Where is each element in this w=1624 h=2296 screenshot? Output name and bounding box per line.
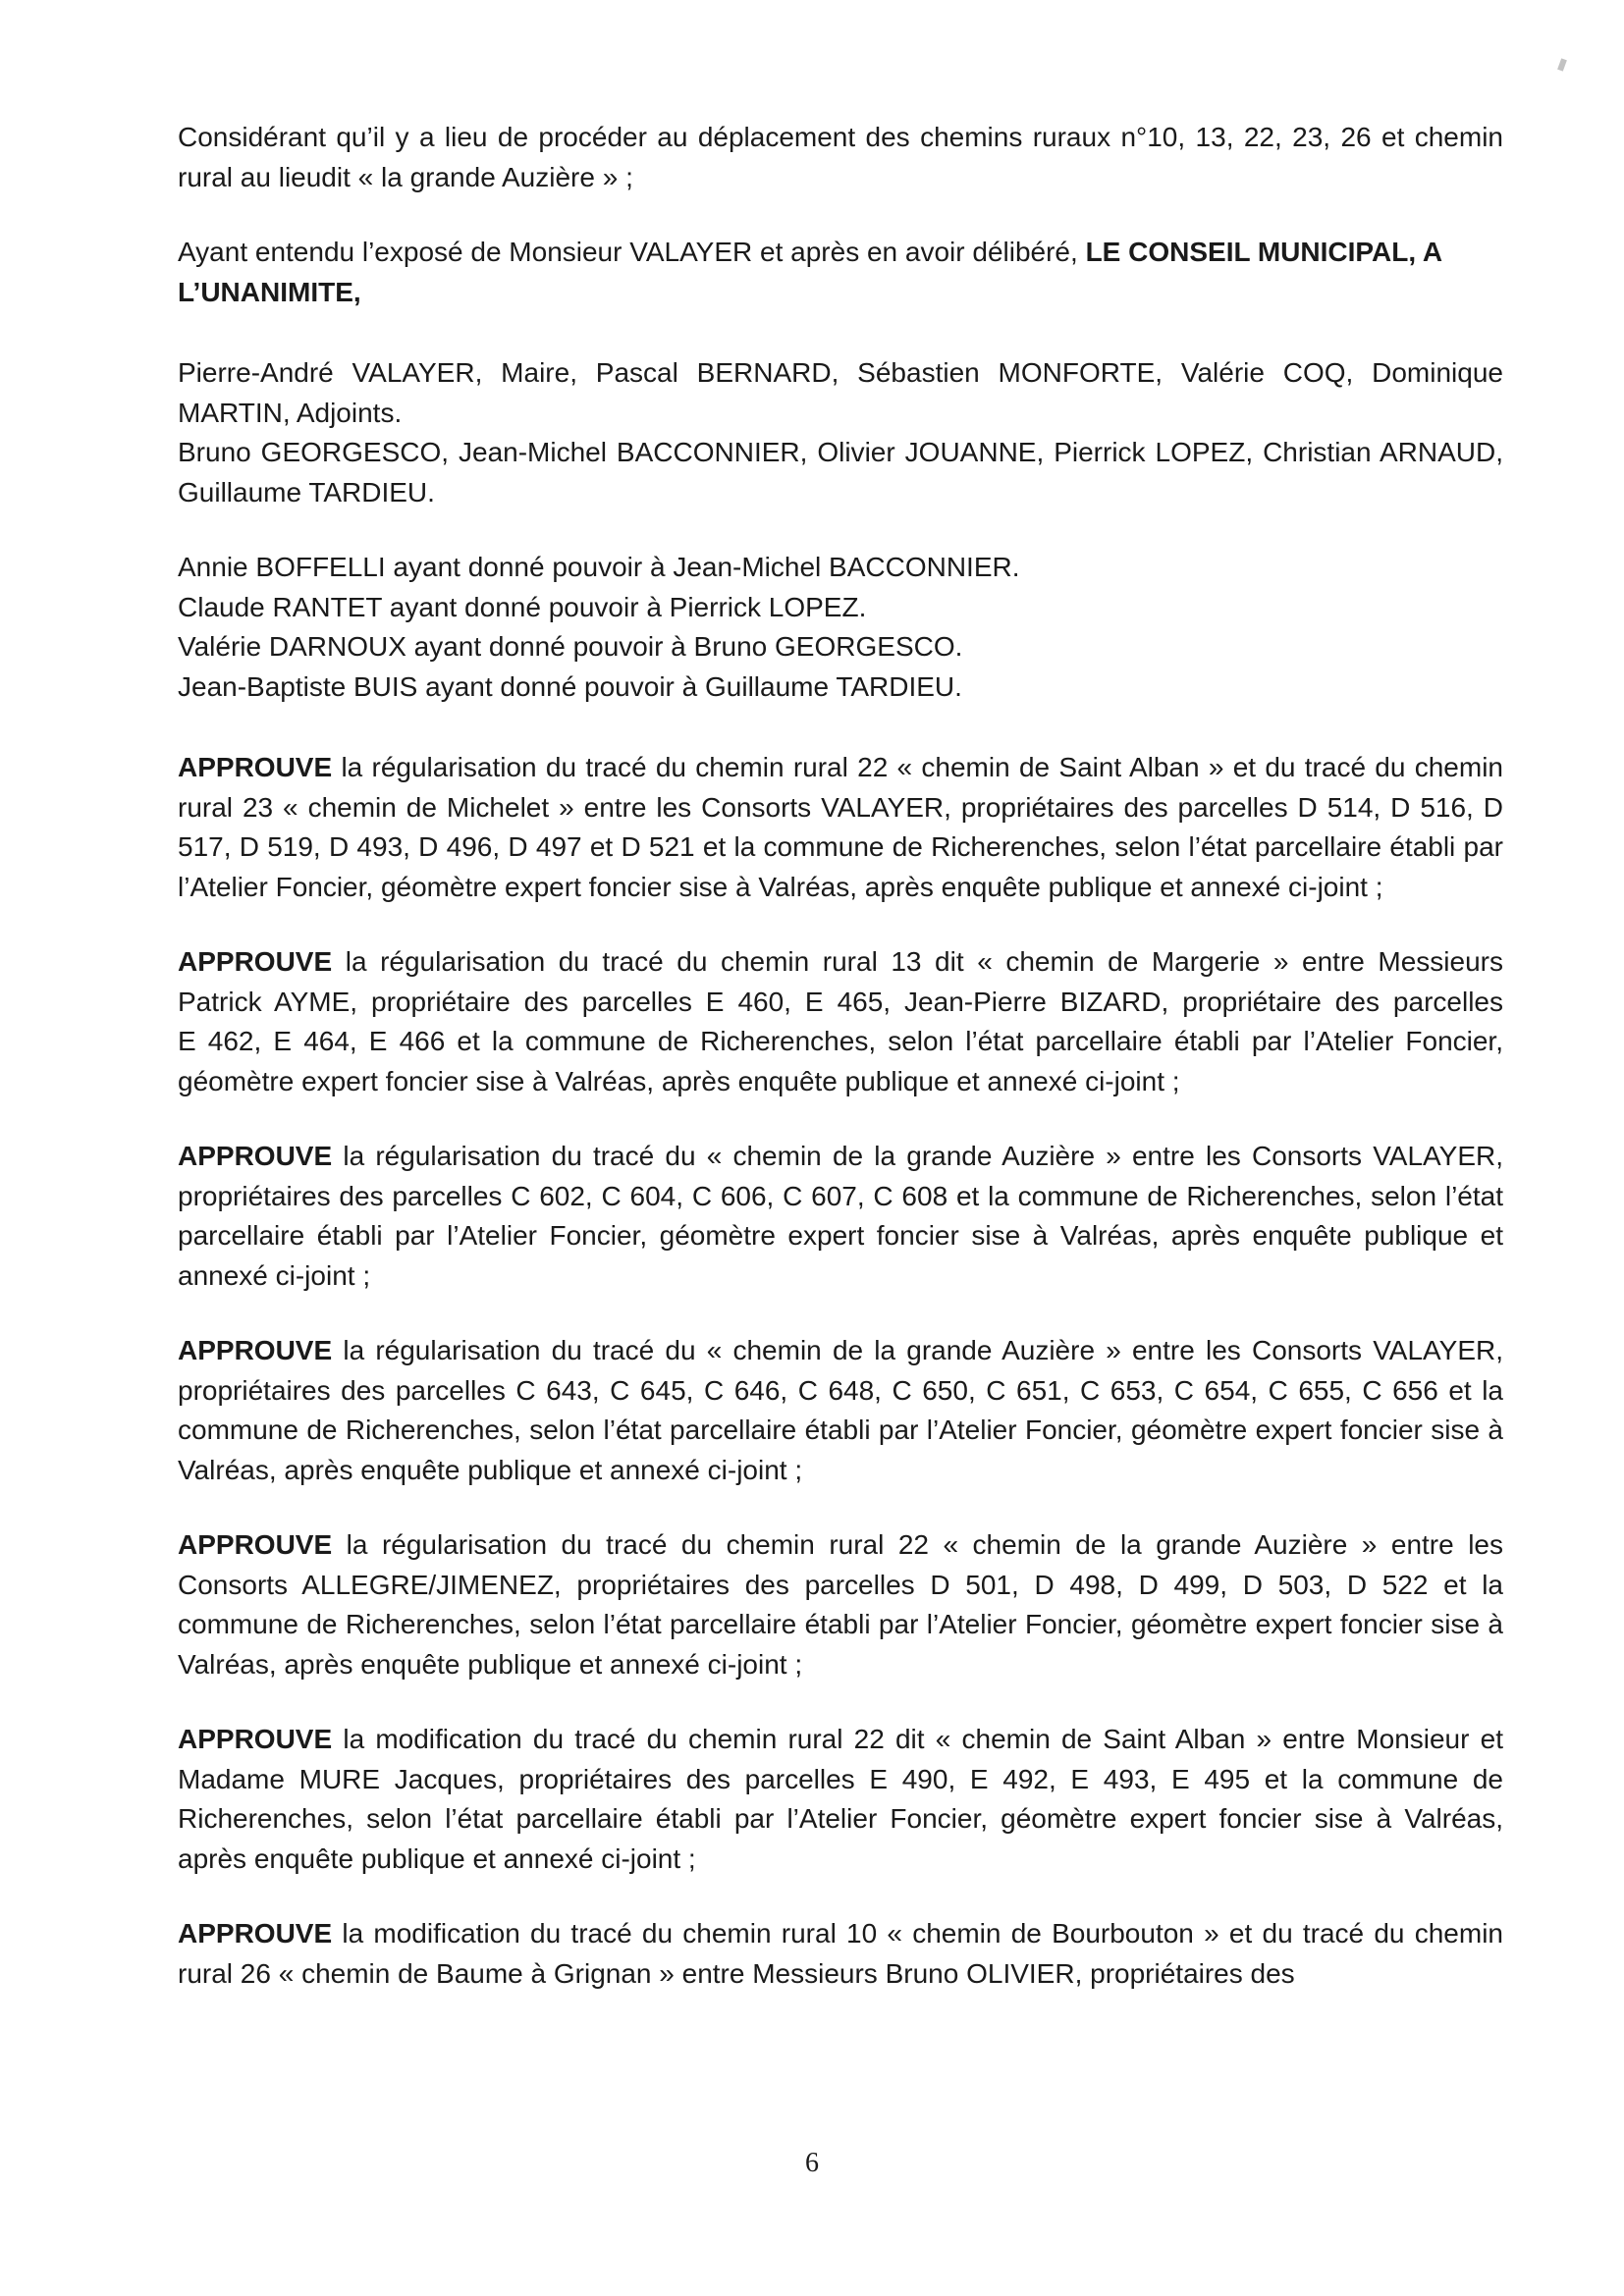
document-body	[178, 118, 1610, 1994]
approuve-keyword: APPROUVE	[178, 1529, 333, 1560]
scan-artifact	[1557, 58, 1567, 71]
approuve-keyword: APPROUVE	[178, 752, 333, 782]
proxy-item: Claude RANTET ayant donné pouvoir à Pierrick LOPEZ.	[178, 591, 867, 622]
attendees-conseillers: Bruno GEORGESCO, Jean-Michel BACCONNIER, Olivier JOUANNE, Pierrick LOPEZ, Christian ARNAUD, Guillaume TARDIEU.	[178, 437, 1503, 507]
considerant-paragraph: Considérant qu’il y a lieu de procéder au déplacement des chemins ruraux n°10, 13, 22, 23, 26 et chemin rural au lieudit « la grande Auzière » ;	[178, 122, 1503, 192]
approuve-keyword: APPROUVE	[178, 1918, 333, 1949]
approuve-paragraph-2	[178, 942, 1610, 1101]
approuve-paragraph-3	[178, 1137, 1503, 1296]
approuve-keyword: APPROUVE	[178, 1724, 333, 1754]
approuve-keyword: APPROUVE	[178, 1335, 333, 1365]
proxy-item: Jean-Baptiste BUIS ayant donné pouvoir à Guillaume TARDIEU.	[178, 670, 962, 702]
approuve-keyword: APPROUVE	[178, 1141, 333, 1171]
proxy-item: Valérie DARNOUX ayant donné pouvoir à Bruno GEORGESCO.	[178, 631, 963, 662]
proxy-item: Annie BOFFELLI ayant donné pouvoir à Jean-Michel BACCONNIER.	[178, 552, 1020, 582]
approuve-text: la régularisation du tracé du chemin rural 13 dit « chemin de Margerie » entre Messieurs Patrick AYME, propriétaire des parcelles E 460, E 465, Jean-Pierre BIZARD, propriétaire des parcelles E 462, E 464, E 466 et la commune de Richerenches, selon l’état parcellaire établi par l’Atelier Foncier, géomètre expert foncier sise à Valréas, après enquête publique et annexé ci-joint ;	[178, 946, 1610, 1096]
approuve-text: la régularisation du tracé du « chemin de la grande Auzière » entre les Consorts VALAYER, propriétaires des parcelles C 643, C 645, C 646, C 648, C 650, C 651, C 653, C 654, C 655, C 656 et la commune de Richerenches, selon l’état parcellaire établi par l’Atelier Foncier, géomètre expert foncier sise à Valréas, après enquête publique et annexé ci-joint ;	[178, 1335, 1503, 1485]
proxies-list	[178, 548, 1503, 707]
approuve-paragraph-1	[178, 748, 1503, 907]
approuve-text: la régularisation du tracé du chemin rural 22 « chemin de la grande Auzière » entre les Consorts ALLEGRE/JIMENEZ, propriétaires des parcelles D 501, D 498, D 499, D 503, D 522 et la commune de Richerenches, selon l’état parcellaire établi par l’Atelier Foncier, géomètre expert foncier sise à Valréas, après enquête publique et annexé ci-joint ;	[178, 1529, 1503, 1680]
approuve-paragraph-7	[178, 1914, 1503, 1994]
approuve-keyword: APPROUVE	[178, 946, 333, 977]
approuve-paragraph-6	[178, 1720, 1503, 1879]
expose-text: Ayant entendu l’exposé de Monsieur VALAYER et après en avoir délibéré,	[178, 237, 1086, 267]
approuve-text: la régularisation du tracé du chemin rural 22 « chemin de Saint Alban » et du tracé du chemin rural 23 « chemin de Michelet » entre les Consorts VALAYER, propriétaires des parcelles D 514, D 516, D 517, D 519, D 493, D 496, D 497 et D 521 et la commune de Richerenches, selon l’état parcellaire établi par l’Atelier Foncier, géomètre expert foncier sise à Valréas, après enquête publique et annexé ci-joint ;	[178, 752, 1503, 902]
approuve-paragraph-5	[178, 1525, 1503, 1684]
approuve-text: la modification du tracé du chemin rural 10 « chemin de Bourbouton » et du tracé du chemin rural 26 « chemin de Baume à Grignan » entre Messieurs Bruno OLIVIER, propriétaires des	[178, 1918, 1503, 1989]
attendees-adjoints: Pierre-André VALAYER, Maire, Pascal BERNARD, Sébastien MONFORTE, Valérie COQ, Dominique MARTIN, Adjoints.	[178, 357, 1503, 428]
conseil-unanimite: LE CONSEIL MUNICIPAL, A L’UNANIMITE,	[178, 237, 1442, 307]
approuve-text: la modification du tracé du chemin rural 22 dit « chemin de Saint Alban » entre Monsieur et Madame MURE Jacques, propriétaires des parcelles E 490, E 492, E 493, E 495 et la commune de Richerenches, selon l’état parcellaire établi par l’Atelier Foncier, géomètre expert foncier sise à Valréas, après enquête publique et annexé ci-joint ;	[178, 1724, 1503, 1874]
page-number: 6	[805, 2148, 819, 2178]
approuve-text: la régularisation du tracé du « chemin de la grande Auzière » entre les Consorts VALAYER, propriétaires des parcelles C 602, C 604, C 606, C 607, C 608 et la commune de Richerenches, selon l’état parcellaire établi par l’Atelier Foncier, géomètre expert foncier sise à Valréas, après enquête publique et annexé ci-joint ;	[178, 1141, 1503, 1291]
expose-paragraph	[178, 233, 1503, 312]
approuve-paragraph-4	[178, 1331, 1503, 1490]
